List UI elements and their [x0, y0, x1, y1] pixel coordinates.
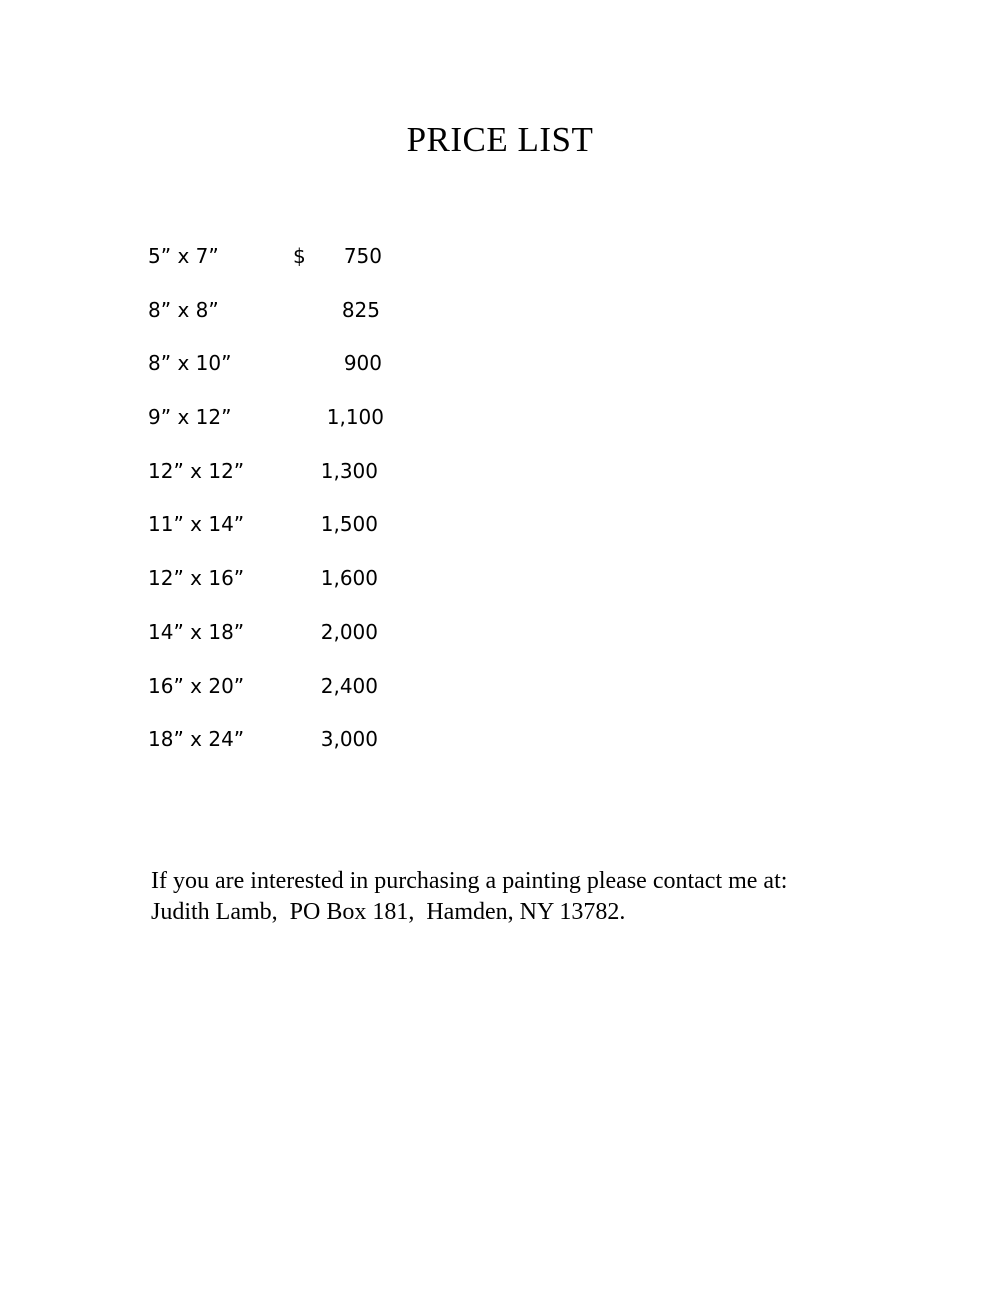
- size-label: 16” x 20”: [148, 673, 245, 698]
- price-value: 825: [341, 297, 380, 322]
- price-value: 3,000: [320, 727, 378, 752]
- price-table: [148, 238, 388, 775]
- contact-address-text: Judith Lamb, PO Box 181, Hamden, NY 13782.: [151, 899, 626, 925]
- currency-symbol: $: [293, 244, 306, 268]
- price-row: [148, 238, 388, 292]
- price-row: [148, 399, 388, 453]
- price-value: 1,300: [320, 458, 378, 483]
- price-row: [148, 453, 388, 507]
- contact-intro-text: If you are interested in purchasing a painting please contact me at:: [151, 868, 788, 894]
- price-value: 750: [343, 244, 382, 268]
- price-row: [148, 668, 388, 722]
- size-label: 9” x 12”: [148, 405, 232, 430]
- price-row: [148, 506, 388, 560]
- price-value: 1,600: [320, 566, 378, 591]
- size-label: 12” x 12”: [148, 458, 245, 483]
- price-value: 1,100: [326, 405, 384, 430]
- price-value: 2,000: [320, 619, 378, 644]
- size-label: 12” x 16”: [148, 566, 245, 591]
- size-label: 8” x 8”: [148, 297, 219, 322]
- price-row: [148, 292, 388, 346]
- price-row: [148, 614, 388, 668]
- size-label: 8” x 10”: [148, 351, 232, 376]
- price-value: 1,500: [320, 512, 378, 537]
- page-title: PRICE LIST: [406, 120, 594, 159]
- price-row: [148, 721, 388, 775]
- size-label: 5” x 7”: [148, 244, 219, 268]
- price-value: 900: [343, 351, 382, 376]
- contact-info: [151, 866, 911, 928]
- price-value: 2,400: [320, 673, 378, 698]
- size-label: 18” x 24”: [148, 727, 245, 752]
- price-row: [148, 345, 388, 399]
- size-label: 11” x 14”: [148, 512, 245, 537]
- price-row: [148, 560, 388, 614]
- size-label: 14” x 18”: [148, 619, 245, 644]
